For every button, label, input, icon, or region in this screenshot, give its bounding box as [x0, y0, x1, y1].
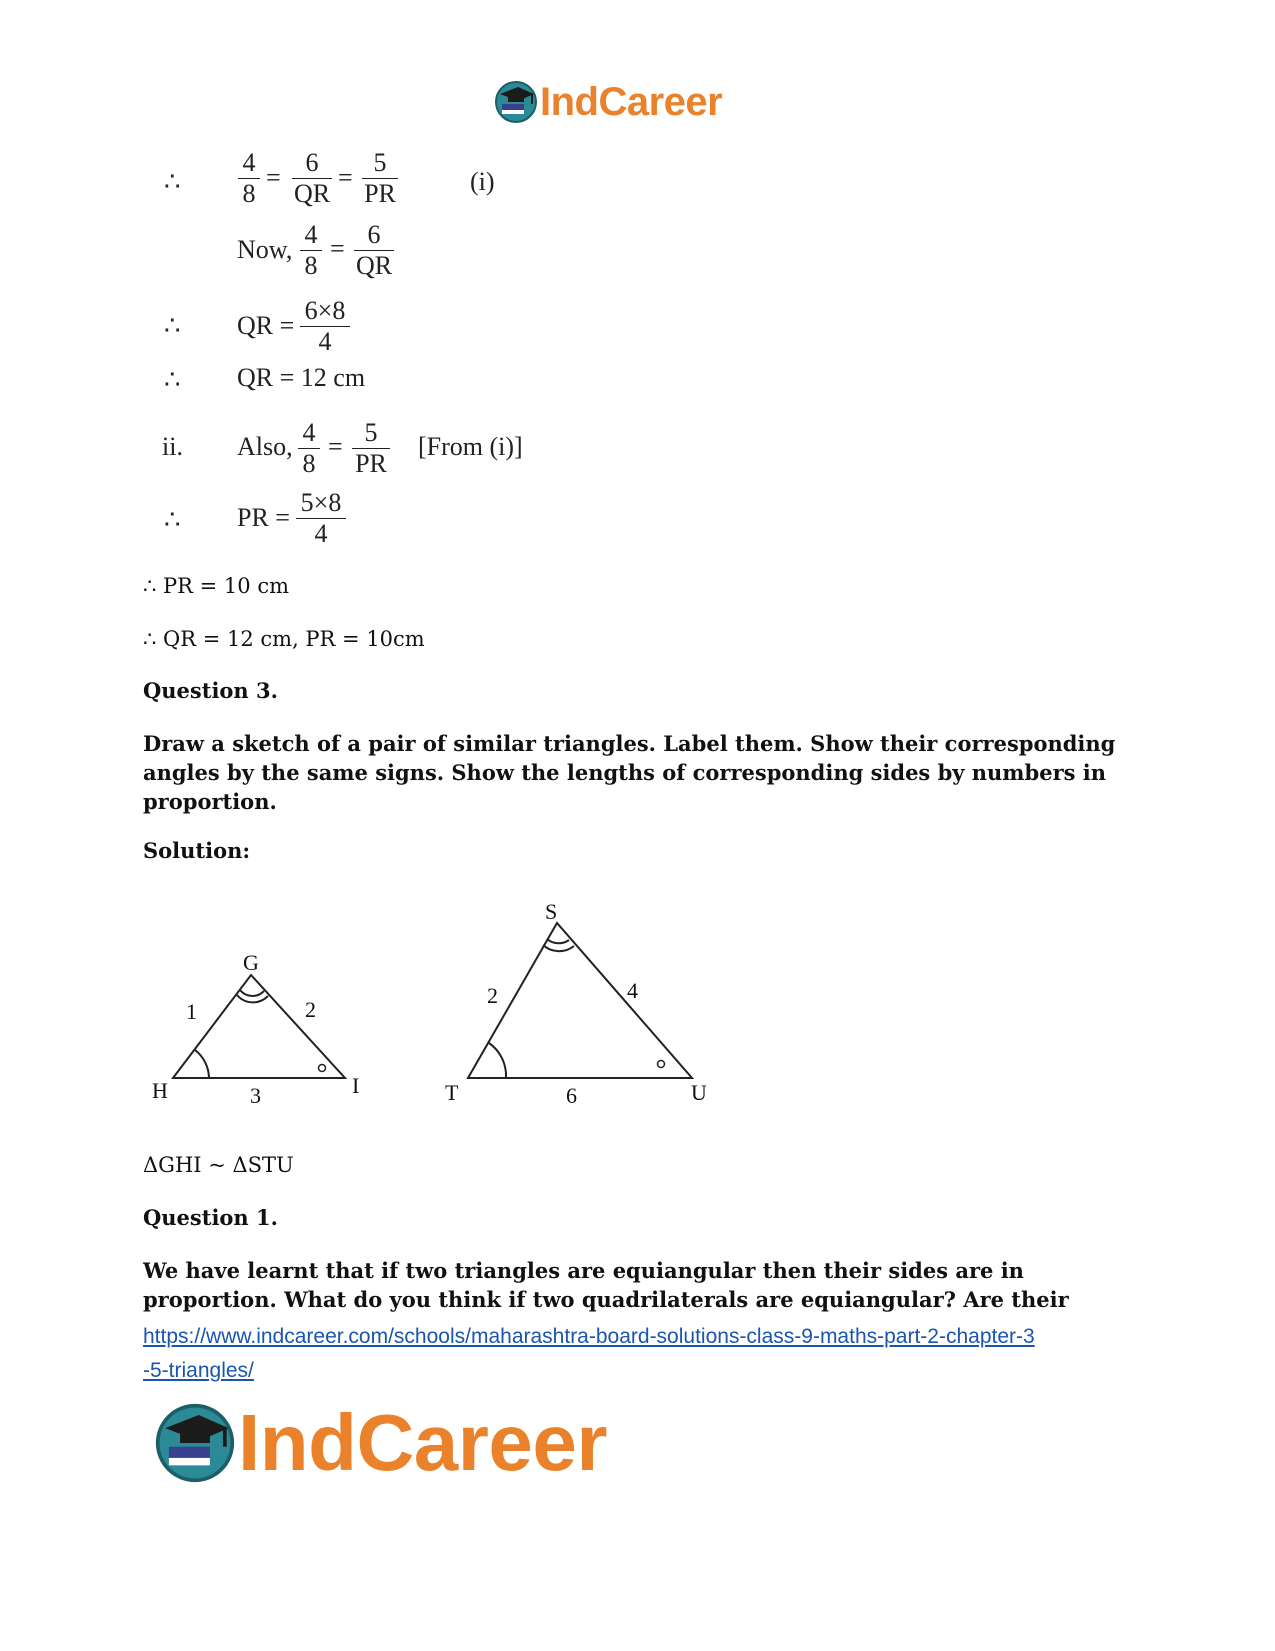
- side-label-hi: 3: [250, 1083, 261, 1108]
- equals-sign: =: [328, 432, 343, 461]
- fraction: 6 QR: [293, 148, 331, 208]
- header-logo-text: IndCareer: [540, 79, 723, 124]
- graduation-cap-book-icon: [494, 80, 538, 124]
- vertex-label-h: H: [152, 1078, 168, 1103]
- result-qr-pr: ∴ QR = 12 cm, PR = 10cm: [143, 627, 425, 651]
- fraction: 6 QR: [355, 220, 393, 280]
- header-logo: [494, 78, 722, 126]
- now-label: Now,: [237, 235, 293, 264]
- side-label-tu: 6: [566, 1083, 577, 1108]
- fraction: 5×8 4: [296, 488, 346, 549]
- vertex-label-s: S: [545, 899, 558, 924]
- vertex-label-t: T: [445, 1080, 459, 1105]
- question-1-heading: Question 1.: [143, 1205, 278, 1230]
- similarity-statement: ΔGHI ~ ΔSTU: [143, 1153, 294, 1177]
- footer-logo: [154, 1400, 607, 1486]
- fraction: 6×8 4: [300, 296, 350, 357]
- triangle-ghi: [173, 975, 345, 1078]
- equation-tag: (i): [470, 167, 495, 196]
- footer-logo-text: IndCareer: [238, 1398, 607, 1487]
- equals-sign: =: [338, 163, 353, 192]
- question-3-heading: Question 3.: [143, 678, 278, 703]
- vertex-label-u: U: [691, 1080, 707, 1105]
- fraction: 4 8: [300, 220, 322, 281]
- therefore-symbol: ∴: [164, 365, 181, 394]
- side-label-su: 4: [627, 978, 638, 1003]
- pr-lhs: PR =: [237, 503, 290, 532]
- equals-sign: =: [266, 163, 281, 192]
- fraction: 4 8: [238, 148, 260, 209]
- result-pr: ∴ PR = 10 cm: [143, 574, 289, 598]
- vertex-label-i: I: [352, 1073, 360, 1098]
- question-1-text: We have learnt that if two triangles are equiangular then their sides are in proportion. What do you think if two quadrilaterals are equiangular? Are their: [143, 1258, 1069, 1312]
- source-link-line-2[interactable]: -5-triangles/: [143, 1359, 254, 1382]
- side-label-gh: 1: [186, 999, 197, 1024]
- source-link-line-1[interactable]: https://www.indcareer.com/schools/maharashtra-board-solutions-class-9-maths-part-2-chapter-3: [143, 1325, 1035, 1348]
- side-label-st: 2: [487, 983, 498, 1008]
- therefore-symbol: ∴: [164, 311, 181, 340]
- graduation-cap-book-icon: [154, 1402, 236, 1484]
- therefore-symbol: ∴: [164, 167, 181, 196]
- qr-result: QR = 12 cm: [237, 363, 366, 392]
- question-3-text: Draw a sketch of a pair of similar triangles. Label them. Show their corresponding angles by the same signs. Show the lengths of corresponding sides by numbers in proportion.: [143, 731, 1116, 814]
- fraction: 5 PR: [352, 418, 390, 479]
- solution-heading: Solution:: [143, 838, 251, 863]
- similar-triangles-figure: [140, 895, 740, 1135]
- qr-lhs: QR =: [237, 311, 295, 340]
- fraction: 4 8: [298, 418, 320, 479]
- therefore-symbol: ∴: [164, 505, 181, 534]
- part-label: ii.: [162, 432, 183, 461]
- source-link[interactable]: [143, 1320, 1143, 1388]
- also-label: Also,: [237, 432, 293, 461]
- reference-note: [From (i)]: [418, 432, 523, 461]
- vertex-label-g: G: [243, 950, 259, 975]
- fraction: 5 PR: [362, 148, 398, 209]
- equals-sign: =: [330, 234, 345, 263]
- side-label-gi: 2: [305, 997, 316, 1022]
- triangle-stu: [468, 923, 692, 1078]
